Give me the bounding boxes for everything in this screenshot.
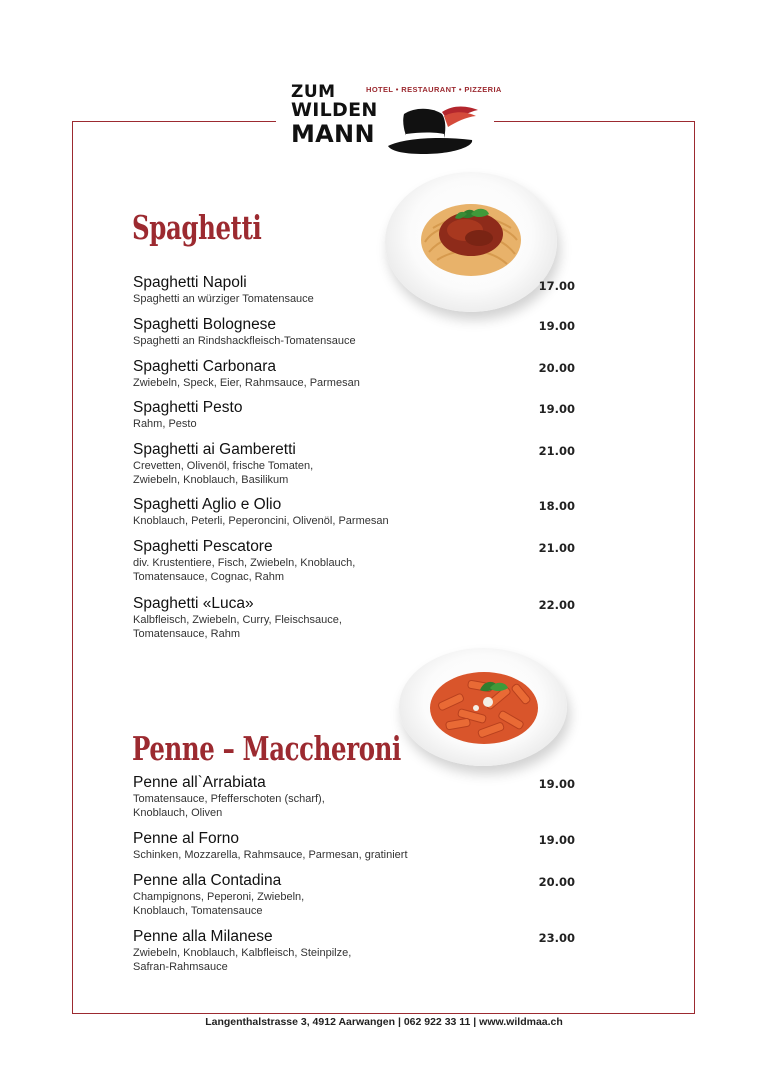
brand-line-2: WILDEN — [291, 99, 378, 121]
menu-item — [133, 399, 575, 431]
item-price: 21.00 — [538, 444, 575, 458]
item-price: 18.00 — [538, 499, 575, 513]
item-description: div. Krustentiere, Fisch, Zwiebeln, Knoblauch, — [133, 557, 356, 569]
section-title-penne: Penne – Maccheroni — [132, 729, 401, 768]
item-name: Spaghetti Aglio e Olio — [133, 496, 282, 513]
item-price: 19.00 — [538, 319, 575, 333]
item-name: Penne al Forno — [133, 830, 239, 847]
item-description: Kalbfleisch, Zwiebeln, Curry, Fleischsauce, — [133, 614, 342, 626]
item-description: Tomatensauce, Pfefferschoten (scharf), — [133, 793, 325, 805]
menu-item — [133, 441, 575, 487]
menu-item — [133, 928, 575, 974]
item-name: Spaghetti Pescatore — [133, 538, 273, 555]
item-description: Tomatensauce, Rahm — [133, 628, 240, 640]
item-description: Spaghetti an würziger Tomatensauce — [133, 293, 314, 305]
hat-icon — [384, 100, 480, 158]
item-description: Zwiebeln, Knoblauch, Basilikum — [133, 474, 289, 486]
item-name: Spaghetti Napoli — [133, 274, 247, 291]
item-price: 19.00 — [538, 402, 575, 416]
menu-item — [133, 774, 575, 820]
brand-line-3: MANN — [291, 120, 375, 148]
item-description: Knoblauch, Peterli, Peperoncini, Olivenöl, Parmesan — [133, 515, 389, 527]
item-name: Spaghetti Carbonara — [133, 358, 277, 375]
item-name: Penne all`Arrabiata — [133, 774, 266, 791]
item-price: 20.00 — [538, 875, 575, 889]
item-price: 23.00 — [538, 931, 575, 945]
item-description: Champignons, Peperoni, Zwiebeln, — [133, 891, 305, 903]
footer-address: Langenthalstrasse 3, 4912 Aarwangen | 062 922 33 11 | www.wildmaa.ch — [205, 1016, 563, 1028]
item-description: Tomatensauce, Cognac, Rahm — [133, 571, 285, 583]
item-description: Knoblauch, Oliven — [133, 807, 223, 819]
item-description: Safran-Rahmsauce — [133, 961, 228, 973]
item-name: Penne alla Milanese — [133, 928, 273, 945]
item-price: 20.00 — [538, 361, 575, 375]
menu-item — [133, 496, 575, 528]
brand-line-1: ZUM — [291, 82, 336, 102]
item-description: Spaghetti an Rindshackfleisch-Tomatensauce — [133, 335, 356, 347]
item-description: Knoblauch, Tomatensauce — [133, 905, 263, 917]
item-description: Crevetten, Olivenöl, frische Tomaten, — [133, 460, 314, 472]
item-price: 21.00 — [538, 541, 575, 555]
item-description: Schinken, Mozzarella, Rahmsauce, Parmesan, gratiniert — [133, 849, 408, 861]
menu-item — [133, 316, 575, 348]
item-price: 19.00 — [538, 833, 575, 847]
item-name: Spaghetti ai Gamberetti — [133, 441, 296, 458]
menu-item — [133, 595, 575, 641]
item-name: Penne alla Contadina — [133, 872, 282, 889]
item-name: Spaghetti «Luca» — [133, 595, 254, 612]
brand-logo — [276, 76, 502, 160]
menu-item — [133, 538, 575, 584]
penne-arrabbiata-image — [428, 668, 540, 746]
menu-item — [133, 274, 575, 306]
spaghetti-bolognese-image — [419, 198, 523, 278]
item-description: Zwiebeln, Speck, Eier, Rahmsauce, Parmesan — [133, 377, 360, 389]
item-description: Rahm, Pesto — [133, 418, 197, 430]
item-price: 17.00 — [538, 279, 575, 293]
brand-tagline: HOTEL • RESTAURANT • PIZZERIA — [366, 85, 502, 94]
menu-item — [133, 872, 575, 918]
item-name: Spaghetti Bolognese — [133, 316, 277, 333]
menu-item — [133, 830, 575, 862]
item-price: 19.00 — [538, 777, 575, 791]
section-title-spaghetti: Spaghetti — [132, 208, 262, 247]
item-description: Zwiebeln, Knoblauch, Kalbfleisch, Steinpilze, — [133, 947, 352, 959]
menu-item — [133, 358, 575, 390]
item-price: 22.00 — [538, 598, 575, 612]
item-name: Spaghetti Pesto — [133, 399, 243, 416]
